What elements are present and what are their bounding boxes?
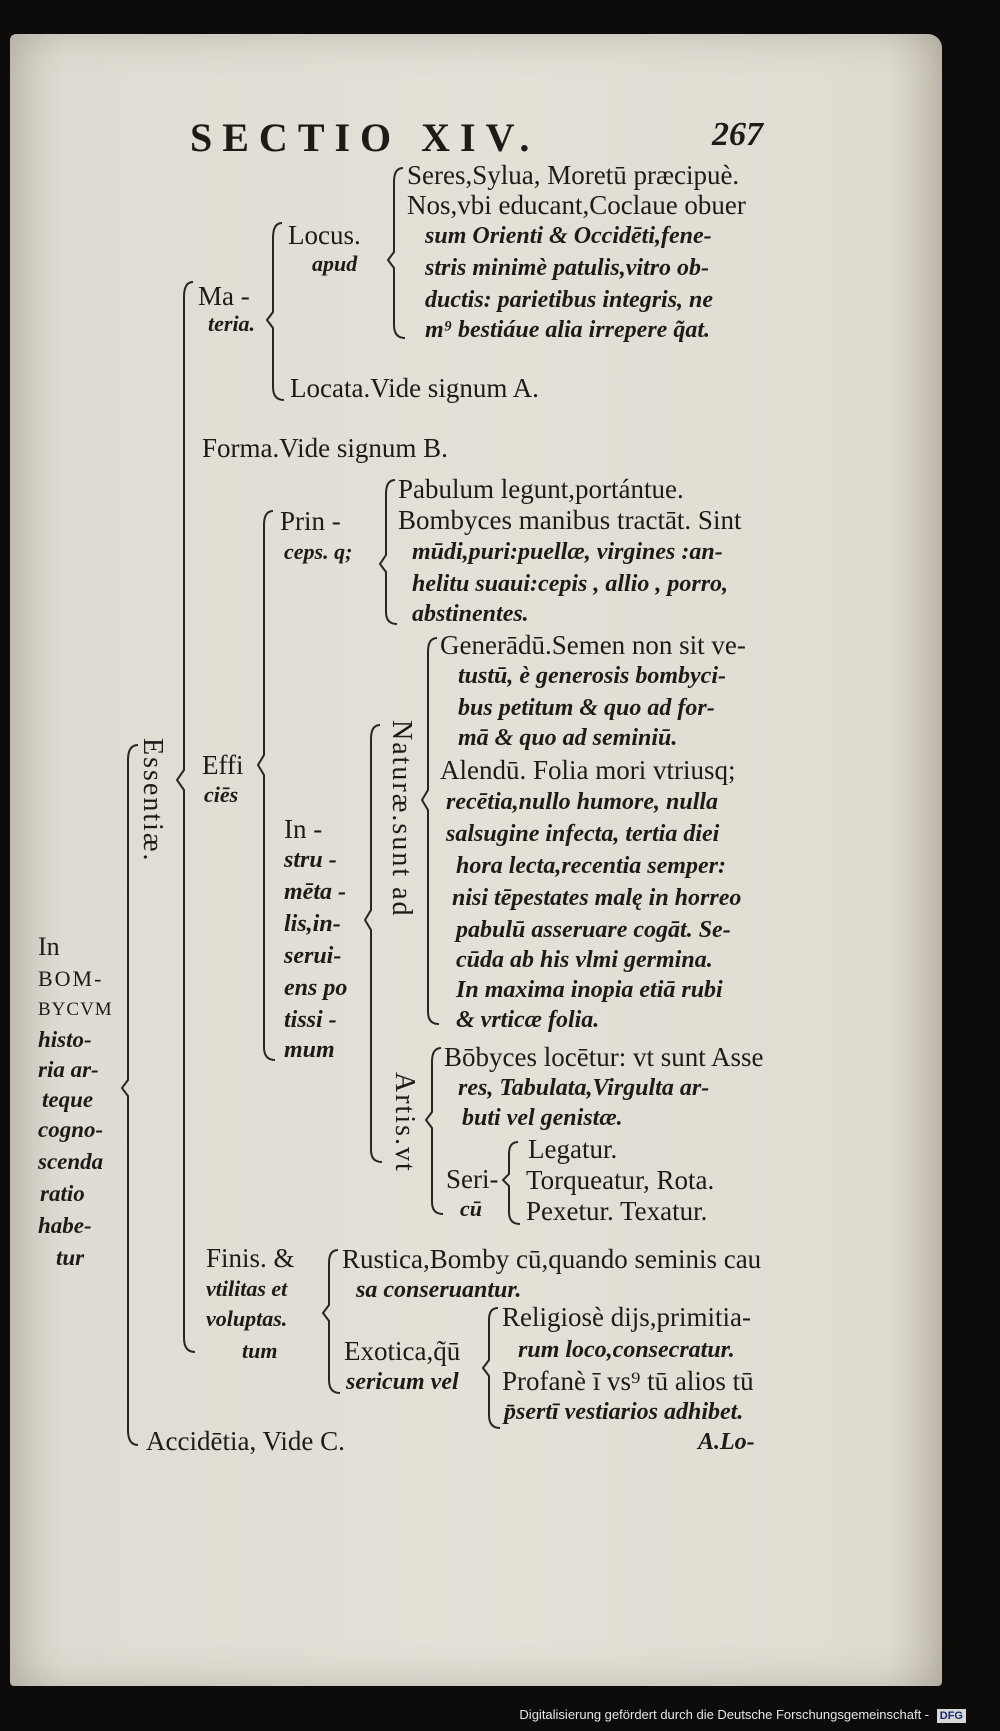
text-line: p̄sertī vestiarios adhibet. [504, 1399, 744, 1425]
efficies-label-2: ciēs [204, 782, 239, 807]
princeps-sub: ceps. q; [284, 539, 353, 564]
artis-bracket [426, 1048, 443, 1214]
text-line: Seres,Sylua, Moretū præcipuè. [407, 160, 740, 190]
page-number: 267 [712, 116, 763, 153]
artis-label: Artis.vt [389, 1072, 420, 1173]
label-line: mum [284, 1037, 335, 1063]
text-line: cūda ab his vlmi germina. [456, 947, 713, 973]
label-line: stru - [284, 847, 337, 873]
label-line: lis,in- [284, 911, 341, 937]
root-line: teque [42, 1087, 94, 1112]
forma-line: Forma.Vide signum B. [202, 433, 448, 463]
text-line: mūdi,puri:puellæ, virgines :an- [412, 539, 723, 565]
label-line: Exotica,q̃ū [344, 1336, 461, 1366]
princeps-bracket [380, 480, 397, 624]
text-line: Alendū. Folia mori vtriusq; [440, 755, 736, 785]
text-line: helitu suaui:cepis , allio , porro, [412, 571, 729, 597]
text-line: m⁹ bestiáue alia irrepere q̃at. [425, 317, 710, 343]
root-line: tur [56, 1245, 85, 1270]
root-line: ria ar- [38, 1057, 99, 1082]
text-line: bus petitum & quo ad for- [458, 695, 715, 721]
root-line: BOM- [38, 966, 104, 991]
materia-label-2: teria. [208, 311, 256, 336]
dfg-logo: DFG [937, 1709, 966, 1723]
text-line: Bombyces manibus tractāt. Sint [398, 505, 742, 535]
text-line: Nos,vbi educant,Coclaue obuer [407, 190, 746, 220]
label-line: mēta - [284, 879, 346, 905]
sericum-label-2: cū [460, 1196, 482, 1221]
label-line: sericum vel [346, 1369, 459, 1395]
sericum-item: Pexetur. Texatur. [526, 1196, 708, 1226]
sericum-item: Legatur. [528, 1134, 618, 1164]
text-line: stris minimè patulis,vitro ob- [425, 255, 710, 281]
text-line: Rustica,Bomby cū,quando seminis cau [342, 1244, 762, 1274]
text-line: Generādū.Semen non sit ve- [440, 630, 746, 660]
text-line: ductis: parietibus integris, ne [425, 287, 714, 313]
materia-label: Ma - [198, 281, 250, 311]
digitization-footer [519, 1707, 966, 1723]
sericum-bracket [503, 1142, 520, 1224]
label-line: voluptas. [206, 1306, 288, 1331]
root-line: habe- [38, 1213, 92, 1238]
section-title: SECTIO XIV. [190, 115, 540, 160]
exotica-bracket [483, 1308, 500, 1428]
text-line: mā & quo ad seminiū. [458, 725, 678, 751]
label-line: vtilitas et [206, 1276, 288, 1301]
text-line: abstinentes. [412, 601, 529, 627]
text-line: buti vel genistæ. [462, 1105, 623, 1131]
text-line: res, Tabulata,Virgulta ar- [458, 1075, 710, 1101]
text-line: Pabulum legunt,portántue. [398, 474, 684, 504]
text-line: Bōbyces locētur: vt sunt Asse [444, 1042, 764, 1072]
text-line: Religiosè dijs,primitia- [502, 1302, 751, 1332]
accidentia-line: Accidētia, Vide C. [146, 1426, 345, 1456]
label-line: tum [242, 1338, 278, 1363]
text-line: & vrticæ folia. [456, 1007, 600, 1033]
efficies-label: Effi [202, 750, 244, 780]
root-bracket [122, 745, 138, 1445]
sericum-label: Seri- [446, 1164, 499, 1194]
text-line: recētia,nullo humore, nulla [446, 789, 719, 815]
locata-line: Locata.Vide signum A. [290, 373, 539, 403]
footer-text: Digitalisierung gefördert durch die Deutsche Forschungsgemeinschaft - [519, 1707, 930, 1722]
root-line: scenda [38, 1149, 104, 1174]
princeps-label: Prin - [280, 506, 341, 536]
root-line: ratio [40, 1181, 85, 1206]
text-line: tustū, è generosis bombyci- [458, 663, 726, 689]
label-line: tissi - [284, 1007, 337, 1033]
text-line: sa conseruantur. [356, 1277, 522, 1303]
natura-bracket [422, 638, 439, 1024]
instrumentalis-bracket [365, 725, 382, 1162]
essentiae-label: Essentiæ. [137, 738, 168, 863]
root-line: histo- [38, 1027, 92, 1052]
materia-bracket [267, 223, 284, 400]
root-line: cogno- [38, 1117, 104, 1142]
text-line: hora lecta,recentia semper: [456, 853, 726, 879]
label-line: Finis. & [206, 1243, 295, 1273]
text-line: Profanè ī vs⁹ tū alios tū [502, 1366, 754, 1396]
efficies-bracket [258, 511, 275, 1060]
natura-label: Naturæ.sunt ad [386, 720, 417, 918]
root-line: BYCVM [38, 999, 113, 1020]
locus-label: Locus. [288, 220, 361, 250]
text-line: salsugine infecta, tertia diei [446, 821, 720, 847]
root-line: In [38, 932, 60, 961]
text-line: pabulū asseruare cogāt. Se- [456, 917, 731, 943]
text-line: sum Orienti & Occidēti,fene- [425, 223, 712, 249]
label-line: ens po [284, 975, 348, 1001]
sericum-item: Torqueatur, Rota. [526, 1165, 715, 1195]
locus-bracket [388, 168, 405, 338]
label-line: serui- [284, 943, 342, 969]
catchword: A.Lo- [698, 1429, 755, 1455]
text-line: rum loco,consecratur. [518, 1337, 735, 1363]
essentiae-bracket [177, 282, 195, 1352]
text-line: In maxima inopia etiā rubi [456, 977, 723, 1003]
finis-bracket [323, 1250, 340, 1393]
locus-sub: apud [312, 251, 358, 276]
text-line: nisi tēpestates malę in horreo [452, 885, 742, 911]
label-line: In - [284, 814, 323, 844]
